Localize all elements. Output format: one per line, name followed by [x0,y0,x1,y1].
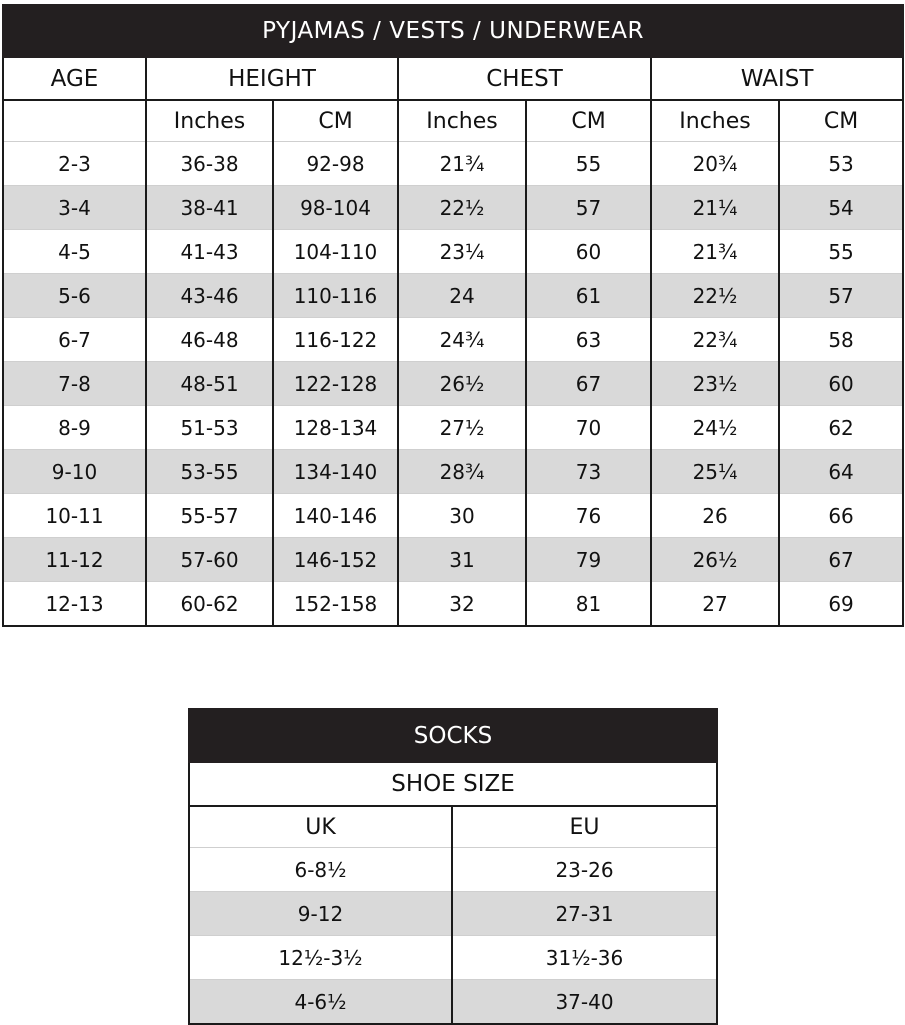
table-cell: 32 [398,582,526,627]
table-cell: 98-104 [273,186,398,230]
table-row [3,142,903,186]
shoe-size-header: SHOE SIZE [189,762,717,806]
table-cell: 31½-36 [452,936,717,980]
table-cell: 104-110 [273,230,398,274]
table-row [189,892,717,936]
table-row [189,980,717,1025]
uk-header: UK [189,806,452,848]
table-cell: 27-31 [452,892,717,936]
table-cell: 23½ [651,362,779,406]
table-cell: 60-62 [146,582,273,627]
table-row [3,450,903,494]
table-cell: 2-3 [3,142,146,186]
table-cell: 26½ [398,362,526,406]
table-cell: 55 [526,142,651,186]
unit-header: CM [779,100,903,142]
table-cell: 37-40 [452,980,717,1025]
table-cell: 26½ [651,538,779,582]
table-cell: 66 [779,494,903,538]
table-cell: 41-43 [146,230,273,274]
table-cell: 11-12 [3,538,146,582]
unit-header [3,100,146,142]
table-cell: 28¾ [398,450,526,494]
table-cell: 140-146 [273,494,398,538]
table-row [189,848,717,892]
table-cell: 67 [526,362,651,406]
table-cell: 55 [779,230,903,274]
table-cell: 67 [779,538,903,582]
table-cell: 12½-3½ [189,936,452,980]
pyjamas-size-table [2,4,904,627]
table-cell: 30 [398,494,526,538]
table-cell: 55-57 [146,494,273,538]
eu-header: EU [452,806,717,848]
table-cell: 20¾ [651,142,779,186]
socks-title: SOCKS [189,709,717,762]
table-cell: 9-12 [189,892,452,936]
table-row [189,936,717,980]
table-cell: 38-41 [146,186,273,230]
table-cell: 61 [526,274,651,318]
table-row [3,538,903,582]
table-row [3,274,903,318]
waist-header: WAIST [651,57,903,100]
table-title: PYJAMAS / VESTS / UNDERWEAR [3,5,903,57]
table-cell: 57 [526,186,651,230]
chest-header: CHEST [398,57,651,100]
table-row [3,494,903,538]
table-cell: 5-6 [3,274,146,318]
unit-header: CM [526,100,651,142]
table-cell: 53-55 [146,450,273,494]
table-cell: 57 [779,274,903,318]
table-cell: 21¼ [651,186,779,230]
table-cell: 21¾ [651,230,779,274]
table-cell: 8-9 [3,406,146,450]
table-cell: 43-46 [146,274,273,318]
table-cell: 23-26 [452,848,717,892]
table-cell: 46-48 [146,318,273,362]
table-cell: 122-128 [273,362,398,406]
table-cell: 134-140 [273,450,398,494]
table-cell: 25¼ [651,450,779,494]
table-cell: 70 [526,406,651,450]
height-header: HEIGHT [146,57,398,100]
table-cell: 24¾ [398,318,526,362]
table-cell: 6-8½ [189,848,452,892]
table-row [3,230,903,274]
table-cell: 12-13 [3,582,146,627]
table-cell: 116-122 [273,318,398,362]
table-cell: 31 [398,538,526,582]
table-row [3,318,903,362]
table-cell: 24 [398,274,526,318]
table-cell: 9-10 [3,450,146,494]
table-cell: 92-98 [273,142,398,186]
unit-header: Inches [651,100,779,142]
table-row [3,186,903,230]
table-cell: 27½ [398,406,526,450]
table-cell: 110-116 [273,274,398,318]
table-cell: 36-38 [146,142,273,186]
table-cell: 22½ [398,186,526,230]
unit-header: CM [273,100,398,142]
table-cell: 58 [779,318,903,362]
table-cell: 26 [651,494,779,538]
table-cell: 4-5 [3,230,146,274]
table-row [3,582,903,627]
table-cell: 54 [779,186,903,230]
table-cell: 3-4 [3,186,146,230]
table-cell: 128-134 [273,406,398,450]
table-cell: 48-51 [146,362,273,406]
size-rows [3,142,903,627]
table-cell: 146-152 [273,538,398,582]
table-cell: 69 [779,582,903,627]
table-cell: 73 [526,450,651,494]
table-cell: 62 [779,406,903,450]
table-cell: 24½ [651,406,779,450]
table-cell: 51-53 [146,406,273,450]
table-cell: 64 [779,450,903,494]
table-cell: 7-8 [3,362,146,406]
socks-rows [189,848,717,1025]
table-cell: 57-60 [146,538,273,582]
table-row [3,362,903,406]
table-cell: 4-6½ [189,980,452,1025]
socks-size-table [188,708,718,1025]
table-cell: 76 [526,494,651,538]
table-cell: 21¾ [398,142,526,186]
table-cell: 79 [526,538,651,582]
unit-header: Inches [146,100,273,142]
table-cell: 22½ [651,274,779,318]
table-cell: 60 [779,362,903,406]
table-cell: 152-158 [273,582,398,627]
table-cell: 53 [779,142,903,186]
table-cell: 81 [526,582,651,627]
table-cell: 60 [526,230,651,274]
table-cell: 22¾ [651,318,779,362]
unit-header: Inches [398,100,526,142]
table-cell: 27 [651,582,779,627]
age-header: AGE [3,57,146,100]
table-cell: 6-7 [3,318,146,362]
table-cell: 10-11 [3,494,146,538]
table-row [3,406,903,450]
table-cell: 63 [526,318,651,362]
table-cell: 23¼ [398,230,526,274]
